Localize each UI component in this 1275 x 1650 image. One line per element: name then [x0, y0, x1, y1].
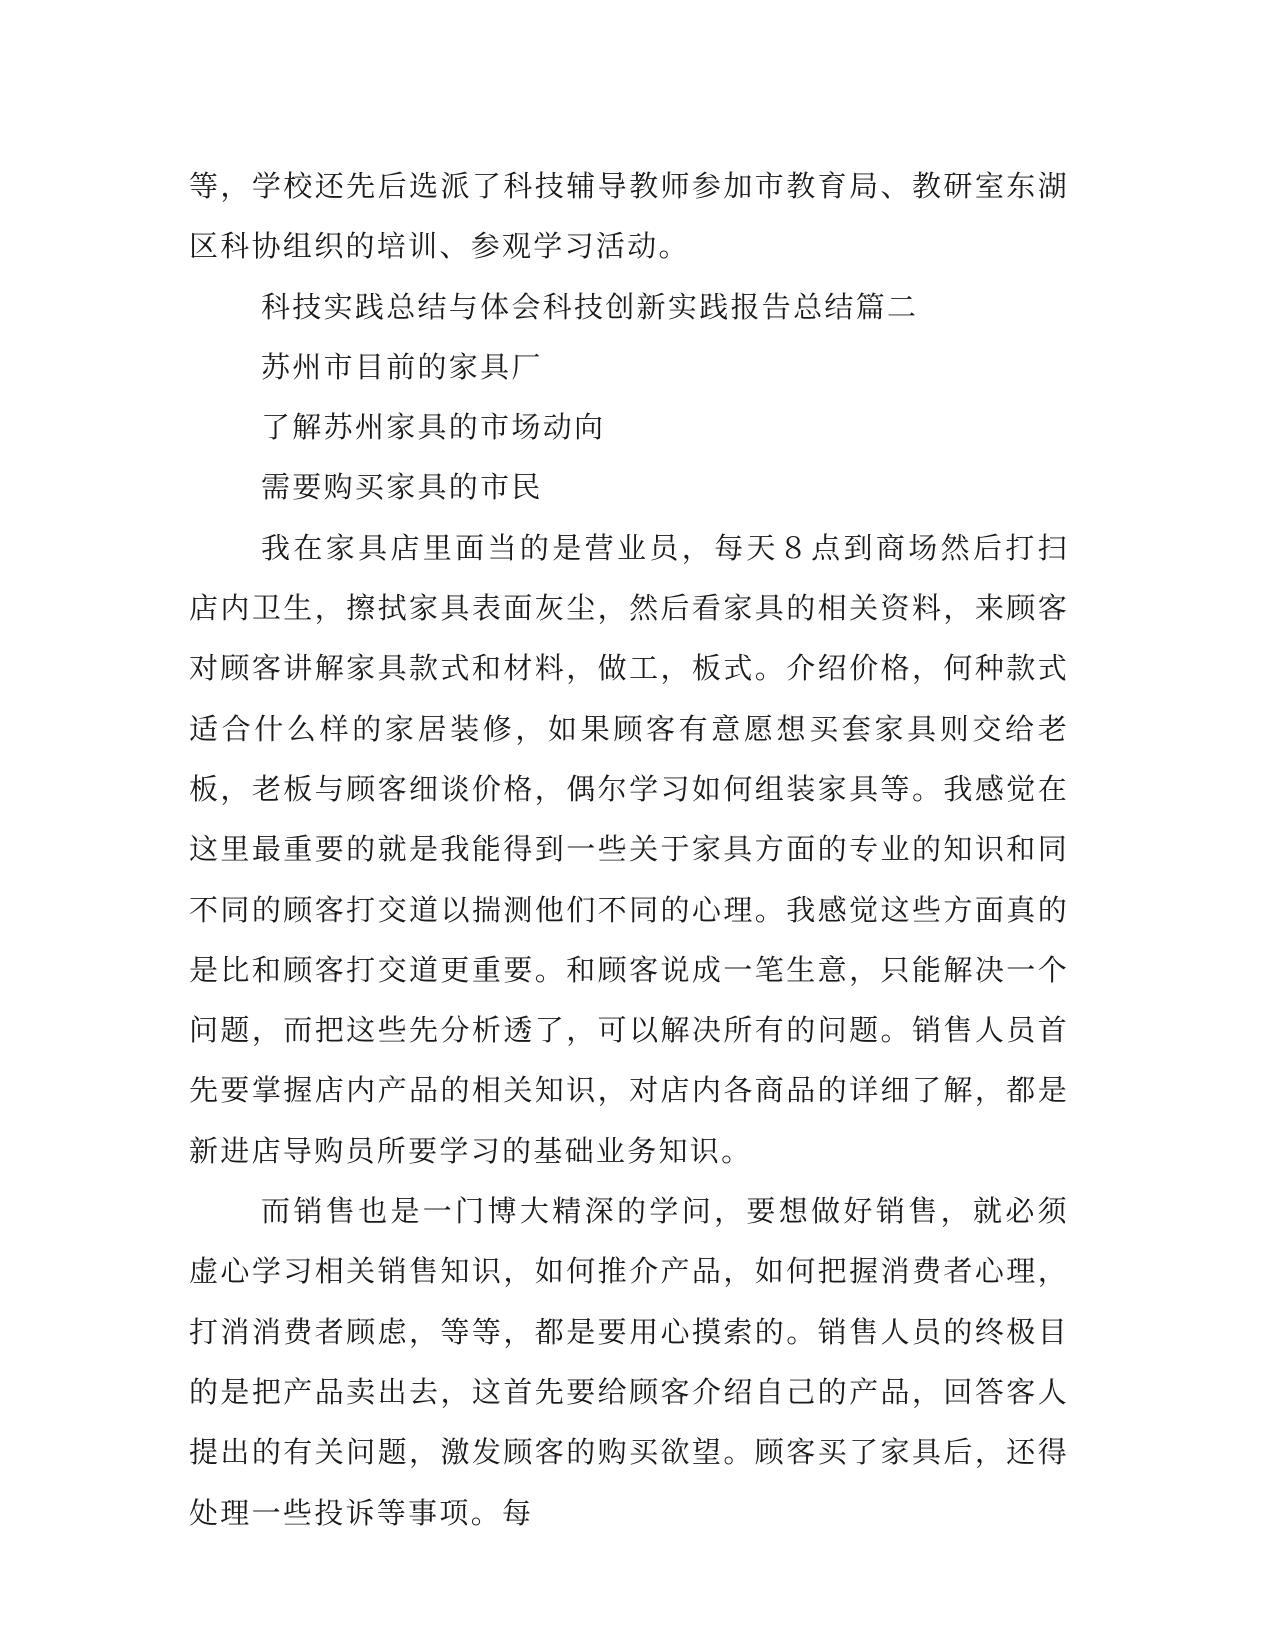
- list-item: 需要购买家具的市民: [261, 470, 543, 505]
- paragraph-body: 而销售也是一门博大精深的学问，要想做好销售，就必须虚心学习相关销售知识，如何推介产品，如何把握消费者心理，打消消费者顾虑，等等，都是要用心摸索的。销售人员的终极目的是把产品卖出去，这首先要给顾客介绍自己的产品，回答客人提出的有关问题，激发顾客的购买欲望。顾客买了家具后，还得处理一些投诉等事项。每: [189, 1194, 1069, 1530]
- list-item: 苏州市目前的家具厂: [261, 349, 543, 384]
- section-heading: 科技实践总结与体会科技创新实践报告总结篇二: [261, 289, 919, 324]
- list-item: 了解苏州家具的市场动向: [261, 410, 606, 445]
- document-body: [189, 156, 1069, 1543]
- paragraph-body: 我在家具店里面当的是营业员，每天８点到商场然后打扫店内卫生，擦拭家具表面灰尘，然后看家具的相关资料，来顾客对顾客讲解家具款式和材料，做工，板式。介绍价格，何种款式适合什么样的家居装修，如果顾客有意愿想买套家具则交给老板，老板与顾客细谈价格，偶尔学习如何组装家具等。我感觉在这里最重要的就是我能得到一些关于家具方面的专业的知识和同不同的顾客打交道以揣测他们不同的心理。我感觉这些方面真的是比和顾客打交道更重要。和顾客说成一笔生意，只能解决一个问题，而把这些先分析透了，可以解决所有的问题。销售人员首先要掌握店内产品的相关知识，对店内各商品的详细了解，都是新进店导购员所要学习的基础业务知识。: [189, 530, 1069, 1168]
- paragraph-continuation: 等，学校还先后选派了科技辅导教师参加市教育局、教研室东湖区科协组织的培训、参观学习活动。: [189, 169, 1069, 264]
